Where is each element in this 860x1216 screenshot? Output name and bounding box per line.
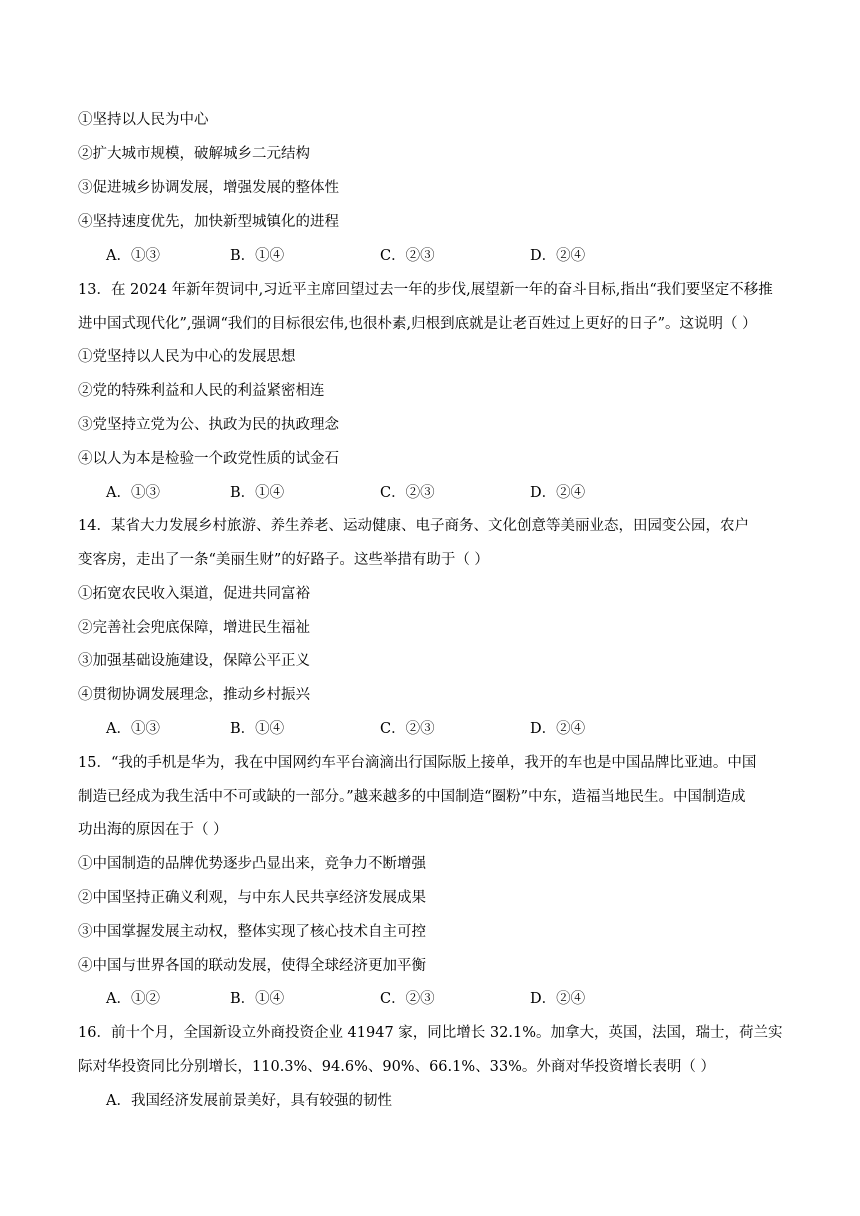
q14-item-2: ②完善社会兜底保障，增进民生福祉 (78, 620, 310, 636)
q12-item-1: ①坚持以人民为中心 (78, 112, 209, 128)
q15-item-4: ④中国与世界各国的联动发展，使得全球经济更加平衡 (78, 958, 426, 974)
q12-item-3: ③促进城乡协调发展，增强发展的整体性 (78, 180, 339, 196)
q15-item-1: ①中国制造的品牌优势逐步凸显出来，竞争力不断增强 (78, 856, 426, 872)
q15-option-b: B．①④ (230, 991, 285, 1007)
q14-option-c: C．②③ (380, 721, 435, 737)
q16-stem-line-1: 16．前十个月，全国新设立外商投资企业 41947 家，同比增长 32.1%。加拿大，英国，法国，瑞士，荷兰实 (78, 1025, 783, 1041)
q15-option-c: C．②③ (380, 991, 435, 1007)
q16-stem-line-2: 际对华投资同比分别增长，110.3%、94.6%、90%、66.1%、33%。外商对华投资增长表明（ ） (78, 1059, 715, 1075)
q14-option-b: B．①④ (230, 721, 285, 737)
q14-option-a: A．①③ (106, 721, 160, 737)
q15-stem-line-3: 功出海的原因在于（ ） (78, 822, 228, 838)
q12-option-a: A．①③ (106, 248, 160, 264)
q13-item-4: ④以人为本是检验一个政党性质的试金石 (78, 451, 339, 467)
q14-option-d: D．②④ (530, 721, 586, 737)
q14-item-1: ①拓宽农民收入渠道，促进共同富裕 (78, 586, 310, 602)
q15-stem-line-2: 制造已经成为我生活中不可或缺的一部分。”越来越多的中国制造“圈粉”中东，造福当地民生。中国制造成 (78, 789, 746, 805)
q14-stem-line-1: 14．某省大力发展乡村旅游、养生养老、运动健康、电子商务、文化创意等美丽业态，田园变公园，农户 (78, 518, 749, 534)
q15-option-d: D．②④ (530, 991, 586, 1007)
q12-option-b: B．①④ (230, 248, 285, 264)
q14-item-3: ③加强基础设施建设，保障公平正义 (78, 653, 310, 669)
q12-option-c: C．②③ (380, 248, 435, 264)
q13-stem-line-2: 进中国式现代化”,强调“我们的目标很宏伟,也很朴素,归根到底就是让老百姓过上更好的日子”。这说明（ ） (78, 316, 757, 332)
q15-option-a: A．①② (106, 991, 160, 1007)
q13-option-a: A．①③ (106, 485, 160, 501)
q13-item-1: ①党坚持以人民为中心的发展思想 (78, 349, 296, 365)
q13-option-b: B．①④ (230, 485, 285, 501)
q14-stem-line-2: 变客房，走出了一条“美丽生财”的好路子。这些举措有助于（ ） (78, 552, 489, 568)
q15-stem-line-1: 15．“我的手机是华为，我在中国网约车平台滴滴出行国际版上接单，我开的车也是中国品牌比亚迪。中国 (78, 755, 757, 771)
q13-item-2: ②党的特殊利益和人民的利益紧密相连 (78, 383, 325, 399)
q13-option-c: C．②③ (380, 485, 435, 501)
q14-item-4: ④贯彻协调发展理念，推动乡村振兴 (78, 687, 310, 703)
q13-option-d: D．②④ (530, 485, 586, 501)
q13-item-3: ③党坚持立党为公、执政为民的执政理念 (78, 417, 339, 433)
q12-item-4: ④坚持速度优先，加快新型城镇化的进程 (78, 214, 339, 230)
q16-option-a: A．我国经济发展前景美好，具有较强的韧性 (106, 1093, 392, 1109)
q12-option-d: D．②④ (530, 248, 586, 264)
q15-item-3: ③中国掌握发展主动权，整体实现了核心技术自主可控 (78, 924, 426, 940)
q13-stem-line-1: 13．在 2024 年新年贺词中,习近平主席回望过去一年的步伐,展望新一年的奋斗目标,指出“我们要坚定不移推 (78, 282, 773, 298)
q15-item-2: ②中国坚持正确义利观，与中东人民共享经济发展成果 (78, 890, 426, 906)
q12-item-2: ②扩大城市规模，破解城乡二元结构 (78, 146, 310, 162)
